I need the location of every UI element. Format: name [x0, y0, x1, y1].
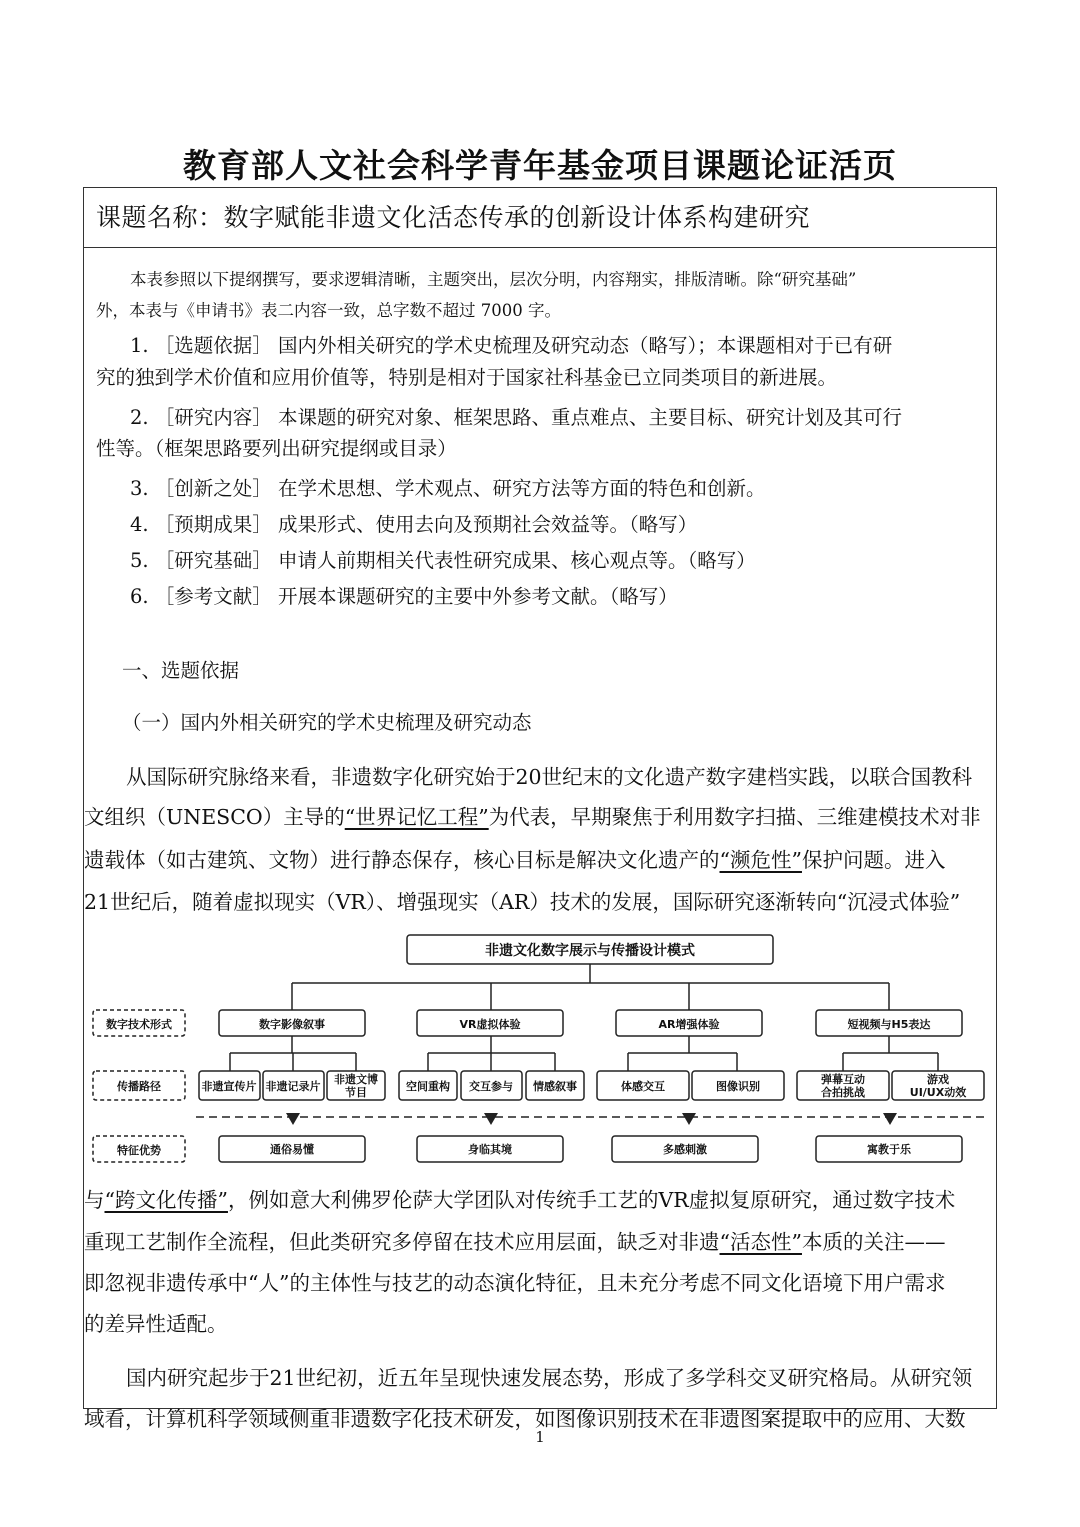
- feature-node: 身临其境: [468, 1143, 512, 1156]
- feature-node: 通俗易懂: [270, 1143, 314, 1156]
- form-node: 数字影像叙事: [259, 1018, 325, 1031]
- para2-line-2: 重现工艺制作全流程，但此类研究多停留在技术应用层面，缺乏对非遗“活态性”本质的关注——: [84, 1230, 946, 1254]
- para1-line-3: 遗载体（如古建筑、文物）进行静态保存，核心目标是解决文化遗产的“濒危性”保护问题。进入: [84, 848, 946, 872]
- form-node: VR虚拟体验: [459, 1018, 521, 1031]
- row-label-forms: 数字技术形式: [106, 1018, 172, 1031]
- para2-line-4: 的差异性适配。: [84, 1312, 228, 1336]
- path-node: 情感叙事: [533, 1080, 577, 1093]
- intro-line-2: 外，本表与《申请书》表二内容一致，总字数不超过 7000 字。: [96, 301, 561, 320]
- diagram-title: 非遗文化数字展示与传播设计模式: [485, 943, 695, 959]
- page-number: 1: [535, 1428, 545, 1446]
- path-node: 图像识别: [716, 1080, 760, 1093]
- para1-line-4: 21世纪后，随着虚拟现实（VR）、增强现实（AR）技术的发展，国际研究逐渐转向“沉浸式体验”: [84, 890, 961, 914]
- para2-line-3: 即忽视非遗传承中“人”的主体性与技艺的动态演化特征，且未充分考虑不同文化语境下用户需求: [84, 1271, 946, 1295]
- path-node: 非遗记录片: [265, 1080, 321, 1093]
- outline-item-5: 5. ［研究基础］ 申请人前期相关代表性研究成果、核心观点等。（略写）: [130, 549, 756, 572]
- section-heading: 一、选题依据: [122, 659, 240, 682]
- para3-line-2: 域看，计算机科学领域侧重非遗数字化技术研发，如图像识别技术在非遗图案提取中的应用、大数: [84, 1407, 966, 1431]
- form-node: AR增强体验: [658, 1018, 720, 1031]
- feature-node: 寓教于乐: [867, 1143, 911, 1156]
- path-node: 弹幕互动合拍挑战: [821, 1073, 865, 1099]
- path-node: 游戏 UI/UX动效: [909, 1073, 967, 1099]
- form-node: 短视频与H5表达: [847, 1018, 931, 1031]
- para3-line-1: 国内研究起步于21世纪初，近五年呈现快速发展态势，形成了多学科交叉研究格局。从研究领: [126, 1366, 973, 1390]
- para2-line-1: 与“跨文化传播”，例如意大利佛罗伦萨大学团队对传统手工艺的VR虚拟复原研究，通过数字技术: [84, 1188, 956, 1212]
- para1-line-1: 从国际研究脉络来看，非遗数字化研究始于20世纪末的文化遗产数字建档实践，以联合国教科: [126, 765, 973, 789]
- outline-item-1-line-1: 1. ［选题依据］ 国内外相关研究的学术史梳理及研究动态（略写）；本课题相对于已有研: [130, 334, 893, 357]
- para1-line-2: 文组织（UNESCO）主导的“世界记忆工程”为代表，早期聚焦于利用数字扫描、三维建模技术对非: [84, 805, 981, 829]
- path-node: 交互参与: [469, 1080, 513, 1093]
- path-node: 空间重构: [406, 1080, 450, 1093]
- path-node: 非遗文博节目: [334, 1073, 378, 1099]
- row-label-paths: 传播路径: [117, 1080, 161, 1093]
- outline-item-6: 6. ［参考文献］ 开展本课题研究的主要中外参考文献。（略写）: [130, 585, 678, 608]
- outline-item-4: 4. ［预期成果］ 成果形式、使用去向及预期社会效益等。（略写）: [130, 513, 698, 536]
- topic-title: 课题名称：数字赋能非遗文化活态传承的创新设计体系构建研究: [84, 188, 996, 248]
- subsection-heading: （一）国内外相关研究的学术史梳理及研究动态: [122, 711, 532, 734]
- path-node: 体感交互: [621, 1080, 665, 1093]
- outline-item-2-line-2: 性等。（框架思路要列出研究提纲或目录）: [96, 437, 457, 460]
- design-mode-diagram: [84, 928, 996, 1168]
- row-label-features: 特征优势: [117, 1144, 161, 1157]
- intro-line-1: 本表参照以下提纲撰写，要求逻辑清晰，主题突出，层次分明，内容翔实，排版清晰。除“研究基础”: [130, 270, 857, 289]
- page-title: 教育部人文社会科学青年基金项目课题论证活页: [183, 146, 897, 185]
- outline-item-2-line-1: 2. ［研究内容］ 本课题的研究对象、框架思路、重点难点、主要目标、研究计划及其可行: [130, 406, 903, 429]
- outline-item-3: 3. ［创新之处］ 在学术思想、学术观点、研究方法等方面的特色和创新。: [130, 477, 766, 500]
- feature-node: 多感刺激: [663, 1143, 707, 1156]
- path-node: 非遗宣传片: [201, 1080, 257, 1093]
- outline-item-1-line-2: 究的独到学术价值和应用价值等，特别是相对于国家社科基金已立同类项目的新进展。: [96, 366, 838, 389]
